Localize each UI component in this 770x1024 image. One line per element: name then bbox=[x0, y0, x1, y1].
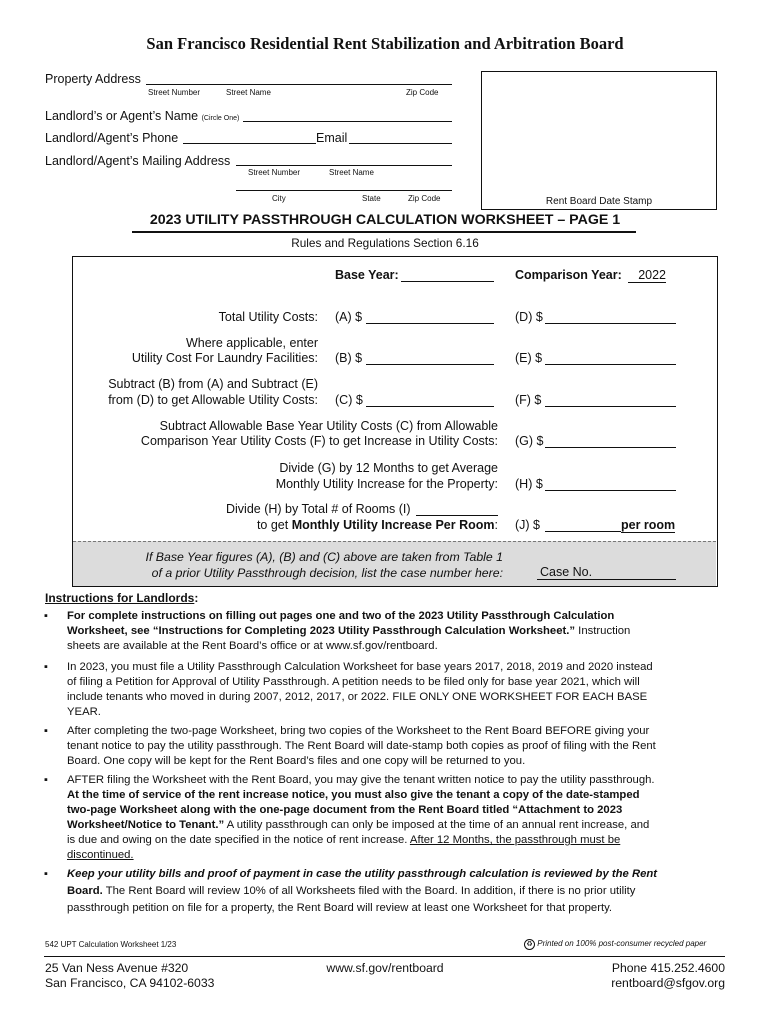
bullet-4-icon: ▪ bbox=[44, 774, 48, 786]
increase-label-2: Comparison Year Utility Costs (F) to get Increase in Utility Costs: bbox=[140, 434, 498, 448]
rooms-label-bold: Monthly Utility Increase Per Room bbox=[291, 518, 495, 532]
instruction-4-line-4-text: A utility passthrough can only be imposed at the time of an annual rent increase, and bbox=[224, 819, 650, 831]
field-g-label: (G) $ bbox=[515, 434, 544, 448]
phone-field[interactable] bbox=[183, 143, 316, 144]
zip-code-caption: Zip Code bbox=[406, 88, 439, 97]
per-room-label: per room bbox=[621, 518, 676, 532]
laundry-label-1: Where applicable, enter bbox=[185, 336, 318, 350]
landlord-name-label-text: Landlord’s or Agent’s Name bbox=[45, 109, 199, 123]
field-c-label: (C) $ bbox=[335, 393, 363, 407]
field-j-label: (J) $ bbox=[515, 518, 540, 532]
phone-label: Landlord/Agent’s Phone bbox=[45, 131, 179, 145]
page-title: San Francisco Residential Rent Stabilization and Arbitration Board bbox=[146, 34, 624, 53]
instruction-4-line-2: At the time of service of the rent increase notice, you must also give the tenant a copy of the date-stamped bbox=[67, 789, 640, 801]
instruction-3-line-2: tenant notice to pay the utility passthrough. The Rent Board will date-stamp both copies as proof of filing with the Rent bbox=[67, 740, 656, 752]
comparison-year-value[interactable]: 2022 bbox=[628, 268, 666, 283]
instruction-2-line-2: of filing a Petition for Approval of Utility Passthrough. A petition needs to be filed only for base year 2021, which will bbox=[67, 676, 640, 688]
base-year-label: Base Year: bbox=[335, 268, 399, 282]
email-label: Email bbox=[316, 131, 348, 145]
instruction-5-line-2-text: The Rent Board will review 10% of all Worksheets filed with the Board. In addition, if there is no prior utility bbox=[102, 885, 636, 897]
comparison-year-label: Comparison Year: bbox=[515, 268, 622, 282]
street-number-caption: Street Number bbox=[148, 88, 201, 97]
instruction-2 bbox=[67, 660, 732, 720]
rooms-label-2 bbox=[257, 518, 498, 532]
instruction-5 bbox=[67, 866, 732, 917]
phone-number: Phone 415.252.4600 bbox=[611, 961, 725, 975]
instruction-4-line-1: AFTER filing the Worksheet with the Rent Board, you may give the tenant written notice to pay the utility passthrough. bbox=[67, 774, 655, 786]
field-i-input[interactable] bbox=[416, 515, 498, 516]
laundry-label-2: Utility Cost For Laundry Facilities: bbox=[131, 351, 318, 365]
circle-one-note: (Circle One) bbox=[201, 115, 240, 122]
instruction-2-line-4: YEAR. bbox=[67, 706, 101, 718]
instruction-4-line-6: discontinued. bbox=[67, 849, 134, 861]
field-h-label: (H) $ bbox=[515, 477, 543, 491]
field-a-label: (A) $ bbox=[335, 310, 363, 324]
mail-street-number-caption: Street Number bbox=[248, 168, 301, 177]
office-address-line-2: San Francisco, CA 94102-6033 bbox=[45, 976, 215, 990]
mailing-address-label: Landlord/Agent’s Mailing Address bbox=[45, 154, 231, 168]
recycle-icon: ♻ bbox=[524, 939, 535, 950]
field-j-input[interactable] bbox=[545, 531, 621, 532]
instruction-1-line-3: sheets are available at the Rent Board’s office or at www.sf.gov/rentboard. bbox=[67, 640, 438, 652]
instructions-heading-colon: : bbox=[194, 591, 199, 605]
case-no-label: Case No. bbox=[540, 565, 593, 579]
bullet-5-icon: ▪ bbox=[44, 868, 48, 880]
website-link[interactable]: www.sf.gov/rentboard bbox=[326, 961, 444, 975]
footer-rule bbox=[44, 956, 725, 957]
field-g-input[interactable] bbox=[545, 447, 676, 448]
rooms-label-prefix: to get bbox=[256, 518, 292, 532]
instruction-4 bbox=[67, 773, 732, 863]
field-f-input[interactable] bbox=[545, 406, 676, 407]
instruction-1-line-2-text: Instruction bbox=[575, 625, 631, 637]
recycled-text: Printed on 100% post-consumer recycled paper bbox=[537, 939, 707, 948]
instructions-heading bbox=[45, 591, 198, 605]
contact-info bbox=[611, 961, 725, 991]
field-b-label: (B) $ bbox=[335, 351, 363, 365]
instruction-3 bbox=[67, 724, 732, 769]
instructions-heading-text: Instructions for Landlords bbox=[45, 591, 195, 605]
worksheet-subtitle: Rules and Regulations Section 6.16 bbox=[291, 236, 479, 250]
date-stamp-box bbox=[481, 71, 717, 210]
mailing-city-field[interactable] bbox=[236, 190, 452, 191]
instruction-1-line-2-bold: Worksheet, see “Instructions for Completing 2023 Utility Passthrough Calculation Worksheet.” bbox=[67, 625, 576, 637]
date-stamp-label: Rent Board Date Stamp bbox=[545, 196, 653, 207]
landlord-name-label bbox=[45, 109, 239, 123]
field-c-input[interactable] bbox=[366, 406, 494, 407]
instruction-4-line-3: two-page Worksheet along with the one-page document from the Rent Board titled “Attachment to 2023 bbox=[67, 804, 623, 816]
increase-label-1: Subtract Allowable Base Year Utility Costs (C) from Allowable bbox=[159, 419, 498, 433]
prior-note-line-2: of a prior Utility Passthrough decision, list the case number here: bbox=[151, 566, 503, 580]
email-field[interactable] bbox=[349, 143, 452, 144]
mailing-street-field[interactable] bbox=[236, 165, 452, 166]
field-e-input[interactable] bbox=[545, 364, 676, 365]
instruction-5-line-2-bold: Board. bbox=[67, 885, 103, 897]
instruction-1 bbox=[67, 609, 732, 654]
total-utility-costs-label: Total Utility Costs: bbox=[218, 310, 318, 324]
rooms-label-1: Divide (H) by Total # of Rooms (I) bbox=[226, 502, 411, 516]
landlord-name-field[interactable] bbox=[243, 121, 452, 122]
bullet-1-icon: ▪ bbox=[44, 610, 48, 622]
field-b-input[interactable] bbox=[366, 364, 494, 365]
monthly-label-2: Monthly Utility Increase for the Property: bbox=[275, 477, 498, 491]
mail-street-name-caption: Street Name bbox=[329, 168, 374, 177]
field-h-input[interactable] bbox=[545, 490, 676, 491]
office-address-line-1: 25 Van Ness Avenue #320 bbox=[45, 961, 189, 975]
instruction-3-line-1: After completing the two-page Worksheet, bring two copies of the Worksheet to the Rent Board BEFORE giving your bbox=[67, 725, 650, 737]
field-a-input[interactable] bbox=[366, 323, 494, 324]
state-caption: State bbox=[362, 194, 381, 203]
field-d-input[interactable] bbox=[545, 323, 676, 324]
city-caption: City bbox=[272, 194, 286, 203]
base-year-field[interactable] bbox=[401, 281, 494, 282]
instruction-4-line-5-underline: After 12 Months, the passthrough must be bbox=[409, 834, 621, 846]
title-rule bbox=[132, 231, 636, 233]
rooms-label-suffix: : bbox=[494, 518, 498, 532]
bullet-2-icon: ▪ bbox=[44, 661, 48, 673]
worksheet-title: 2023 UTILITY PASSTHROUGH CALCULATION WORKSHEET – PAGE 1 bbox=[149, 212, 621, 228]
field-e-label: (E) $ bbox=[515, 351, 543, 365]
street-name-caption: Street Name bbox=[226, 88, 271, 97]
field-d-label: (D) $ bbox=[515, 310, 543, 324]
bullet-3-icon: ▪ bbox=[44, 725, 48, 737]
instruction-2-line-3: include tenants who moved in during 2007, 2012, 2017, or 2022. FILE ONLY ONE WORKSHEET FOR EACH BASE bbox=[67, 691, 648, 703]
email-address[interactable]: rentboard@sfgov.org bbox=[611, 976, 725, 990]
form-id: 542 UPT Calculation Worksheet 1/23 bbox=[45, 940, 177, 949]
instruction-1-line-1: For complete instructions on filling out pages one and two of the 2023 Utility Passthrough Calculation bbox=[67, 610, 615, 622]
monthly-label-1: Divide (G) by 12 Months to get Average bbox=[279, 461, 498, 475]
allowable-label-2: from (D) to get Allowable Utility Costs: bbox=[108, 393, 318, 407]
recycled-note bbox=[524, 939, 706, 950]
instruction-2-line-1: In 2023, you must file a Utility Passthrough Calculation Worksheet for base years 2017, 2018, 2019 and 2020 instead bbox=[67, 661, 653, 673]
instruction-3-line-3: Board. One copy will be kept for the Rent Board’s files and one copy will be returned to you. bbox=[67, 755, 526, 767]
instruction-4-line-4-bold: Worksheet/Notice to Tenant.” bbox=[67, 819, 225, 831]
allowable-label-1: Subtract (B) from (A) and Subtract (E) bbox=[108, 377, 318, 391]
instruction-5-line-3: passthrough petition on file for a property, the Rent Board will review at least one Worksheet for that property. bbox=[67, 902, 613, 914]
prior-case-panel bbox=[73, 541, 716, 586]
field-f-label: (F) $ bbox=[515, 393, 542, 407]
instruction-5-line-1: Keep your utility bills and proof of payment in case the utility passthrough calculation is reviewed by the Rent bbox=[67, 868, 658, 880]
property-address-field[interactable] bbox=[146, 84, 452, 85]
case-no-field[interactable] bbox=[537, 579, 676, 580]
property-address-label: Property Address bbox=[45, 72, 141, 86]
prior-note-line-1: If Base Year figures (A), (B) and (C) above are taken from Table 1 bbox=[145, 550, 503, 564]
instruction-4-line-5-text: is due and owing on the date specified in the notice of rent increase. bbox=[67, 834, 410, 846]
mail-zip-caption: Zip Code bbox=[408, 194, 441, 203]
